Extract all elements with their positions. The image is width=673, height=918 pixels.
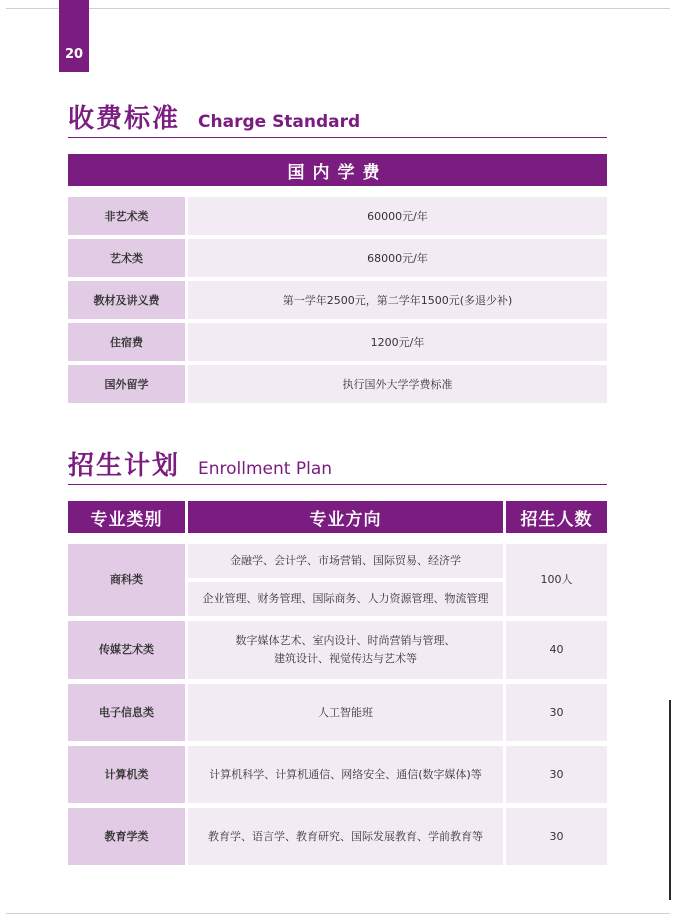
fee-value: 执行国外大学学费标准 — [188, 365, 607, 403]
plan-direction: 人工智能班 — [188, 684, 503, 741]
domestic-tuition-banner: 国内学费 — [68, 154, 607, 186]
fee-label: 教材及讲义费 — [68, 281, 185, 319]
plan-title-zh: 招生计划 — [68, 451, 181, 481]
plan-direction-line: 建筑设计、视觉传达与艺术等 — [274, 652, 417, 665]
fee-value: 第一学年2500元，第二学年1500元(多退少补) — [188, 281, 607, 319]
fee-label: 艺术类 — [68, 239, 185, 277]
fees-title-en: Charge Standard — [198, 112, 361, 132]
fees-title-rule — [68, 137, 607, 138]
plan-direction-line: 数字媒体艺术、室内设计、时尚营销与管理、 — [235, 634, 456, 648]
plan-count: 30 — [506, 808, 607, 865]
page-number: 20 — [59, 0, 89, 72]
plan-direction: 教育学、语言学、教育研究、国际发展教育、学前教育等 — [188, 808, 503, 865]
fee-row — [68, 197, 607, 235]
fee-row — [68, 323, 607, 361]
header-direction: 专业方向 — [188, 501, 503, 533]
plan-title-rule — [68, 484, 607, 485]
page-edge-line — [669, 700, 671, 900]
plan-direction: 计算机科学、计算机通信、网络安全、通信(数字媒体)等 — [188, 746, 503, 803]
plan-category: 传媒艺术类 — [68, 621, 185, 679]
fee-label: 住宿费 — [68, 323, 185, 361]
plan-category: 教育学类 — [68, 808, 185, 865]
fees-section-title — [68, 98, 360, 135]
fees-title-zh: 收费标准 — [68, 104, 181, 134]
fee-value: 68000元/年 — [188, 239, 607, 277]
plan-direction: 金融学、会计学、市场营销、国际贸易、经济学 — [188, 544, 503, 578]
plan-category: 计算机类 — [68, 746, 185, 803]
plan-count: 30 — [506, 684, 607, 741]
plan-count: 100人 — [506, 544, 607, 616]
header-category: 专业类别 — [68, 501, 185, 533]
fee-value: 60000元/年 — [188, 197, 607, 235]
header-count: 招生人数 — [506, 501, 607, 533]
plan-category: 电子信息类 — [68, 684, 185, 741]
fee-row — [68, 239, 607, 277]
plan-direction: 企业管理、财务管理、国际商务、人力资源管理、物流管理 — [188, 582, 503, 616]
fee-label: 国外留学 — [68, 365, 185, 403]
fee-value: 1200元/年 — [188, 323, 607, 361]
plan-direction — [188, 621, 503, 679]
plan-count: 30 — [506, 746, 607, 803]
fee-label: 非艺术类 — [68, 197, 185, 235]
plan-title-en: Enrollment Plan — [198, 459, 333, 479]
fee-row — [68, 281, 607, 319]
plan-section-title — [68, 445, 332, 482]
plan-count: 40 — [506, 621, 607, 679]
fee-row — [68, 365, 607, 403]
plan-category: 商科类 — [68, 544, 185, 616]
